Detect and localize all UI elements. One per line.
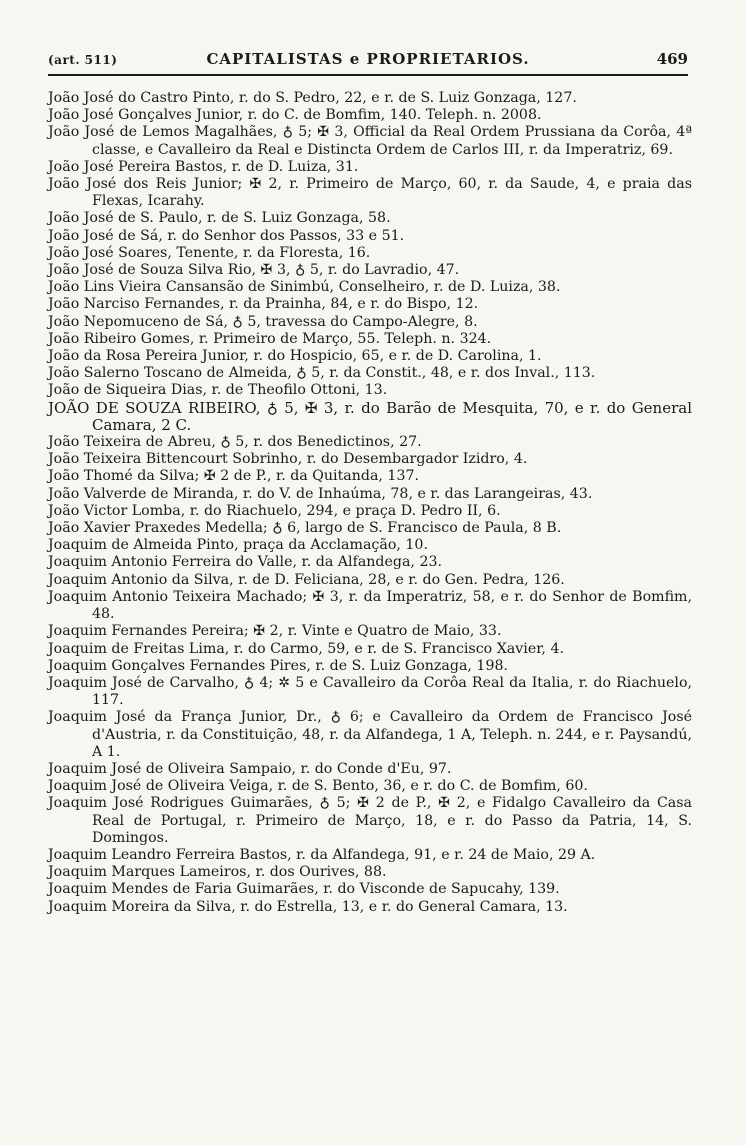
list-item: João Teixeira de Abreu, ♁ 5, r. dos Benedictinos, 27. <box>48 434 422 451</box>
list-item: Joaquim de Almeida Pinto, praça da Acclamação, 10. <box>48 537 428 554</box>
list-item: João Narciso Fernandes, r. da Prainha, 84, e r. do Bispo, 12. <box>48 296 479 313</box>
list-item: João da Rosa Pereira Junior, r. do Hospicio, 65, e r. de D. Carolina, 1. <box>48 348 542 365</box>
list-item: Joaquim Antonio Ferreira do Valle, r. da Alfandega, 23. <box>48 554 443 571</box>
list-item: João José de Sá, r. do Senhor dos Passos, 33 e 51. <box>48 227 405 244</box>
list-item: Joaquim Marques Lameiros, r. dos Ourives, 88. <box>48 864 387 881</box>
list-item: João Lins Vieira Cansansão de Sinimbú, Conselheiro, r. de D. Luiza, 38. <box>48 279 561 296</box>
list-item: Joaquim Leandro Ferreira Bastos, r. da Alfandega, 91, e r. 24 de Maio, 29 A. <box>48 846 596 863</box>
list-item: João José Pereira Bastos, r. de D. Luiza, 31. <box>48 158 359 175</box>
page-number: 469 <box>656 50 688 68</box>
header-rule <box>48 74 688 76</box>
page-title: CAPITALISTAS e PROPRIETARIOS. <box>206 50 530 68</box>
list-item: João Ribeiro Gomes, r. Primeiro de Março, 55. Teleph. n. 324. <box>48 330 492 347</box>
list-item: Joaquim Fernandes Pereira; ✠ 2, r. Vinte e Quatro de Maio, 33. <box>48 623 502 640</box>
list-item: João José do Castro Pinto, r. do S. Pedro, 22, e r. de S. Luiz Gonzaga, 127. <box>48 90 577 106</box>
list-item: João Valverde de Miranda, r. do V. de Inhaúma, 78, e r. das Larangeiras, 43. <box>48 485 593 502</box>
list-item: Joaquim de Freitas Lima, r. do Carmo, 59, e r. de S. Francisco Xavier, 4. <box>48 640 564 657</box>
list-item: JOÃO DE SOUZA RIBEIRO, ♁ 5, ✠ 3, r. do Barão de Mesquita, 70, e r. do General Camara, 2 C. <box>48 398 692 434</box>
list-item: Joaquim José de Oliveira Veiga, r. de S. Bento, 36, e r. do C. de Bomfim, 60. <box>48 778 588 795</box>
list-item: Joaquim Gonçalves Fernandes Pires, r. de S. Luiz Gonzaga, 198. <box>48 657 509 674</box>
list-item: João Nepomuceno de Sá, ♁ 5, travessa do Campo-Alegre, 8. <box>48 313 478 330</box>
list-item: Joaquim Antonio Teixeira Machado; ✠ 3, r. da Imperatriz, 58, e r. do Senhor de Bomfim, 48. <box>48 588 692 623</box>
list-item: João José dos Reis Junior; ✠ 2, r. Primeiro de Março, 60, r. da Saude, 4, e praia das Flexas, Icarahy. <box>48 176 692 210</box>
list-item: João José de Souza Silva Rio, ✠ 3, ♁ 5, r. do Lavradio, 47. <box>48 262 460 279</box>
list-item: João Victor Lomba, r. do Riachuelo, 294, e praça D. Pedro II, 6. <box>48 502 501 519</box>
list-item: Joaquim Mendes de Faria Guimarães, r. do Visconde de Sapucahy, 139. <box>48 881 560 898</box>
list-item: Joaquim José Rodrigues Guimarães, ♁ 5; ✠ 2 de P., ✠ 2, e Fidalgo Cavalleiro da Casa Real de Portugal, r. Primeiro de Março, 18, e r. do Passo da Patria, 14, S. Domingos. <box>48 795 692 846</box>
list-item: João Xavier Praxedes Medella; ♁ 6, largo de S. Francisco de Paula, 8 B. <box>48 520 562 537</box>
list-item: Joaquim Moreira da Silva, r. do Estrella, 13, e r. do General Camara, 13. <box>48 898 568 915</box>
list-item: João José Gonçalves Junior, r. do C. de Bomfim, 140. Teleph. n. 2008. <box>48 107 542 124</box>
list-item: João de Siqueira Dias, r. de Theofilo Ottoni, 13. <box>48 382 388 399</box>
list-item: Joaquim José de Carvalho, ♁ 4; ✲ 5 e Cavalleiro da Corôa Real da Italia, r. do Riachuelo, 117. <box>48 674 692 709</box>
list-item: João Salerno Toscano de Almeida, ♁ 5, r. da Constit., 48, e r. dos Inval., 113. <box>48 365 596 382</box>
list-item: Joaquim José de Oliveira Sampaio, r. do Conde d'Eu, 97. <box>48 760 452 777</box>
list-item: Joaquim Antonio da Silva, r. de D. Feliciana, 28, e r. do Gen. Pedra, 126. <box>48 571 565 588</box>
list-item: João José Soares, Tenente, r. da Floresta, 16. <box>48 244 371 261</box>
list-item: João Teixeira Bittencourt Sobrinho, r. do Desembargador Izidro, 4. <box>48 451 528 468</box>
page-header <box>48 50 688 72</box>
list-item: Joaquim José da França Junior, Dr., ♁ 6; e Cavalleiro da Ordem de Francisco José d'Austria, r. da Constituição, 48, r. da Alfandega, 1 A, Teleph. n. 244, e r. Paysandú, A 1. <box>48 709 692 760</box>
entry-list <box>48 90 692 916</box>
article-reference: (art. 511) <box>48 53 118 67</box>
list-item: João Thomé da Silva; ✠ 2 de P., r. da Quitanda, 137. <box>48 468 420 485</box>
list-item: João José de S. Paulo, r. de S. Luiz Gonzaga, 58. <box>48 210 391 227</box>
list-item: João José de Lemos Magalhães, ♁ 5; ✠ 3, Official da Real Ordem Prussiana da Corôa, 4ª classe, e Cavalleiro da Real e Distincta Ordem de Carlos III, r. da Imperatriz, 69. <box>48 124 692 158</box>
